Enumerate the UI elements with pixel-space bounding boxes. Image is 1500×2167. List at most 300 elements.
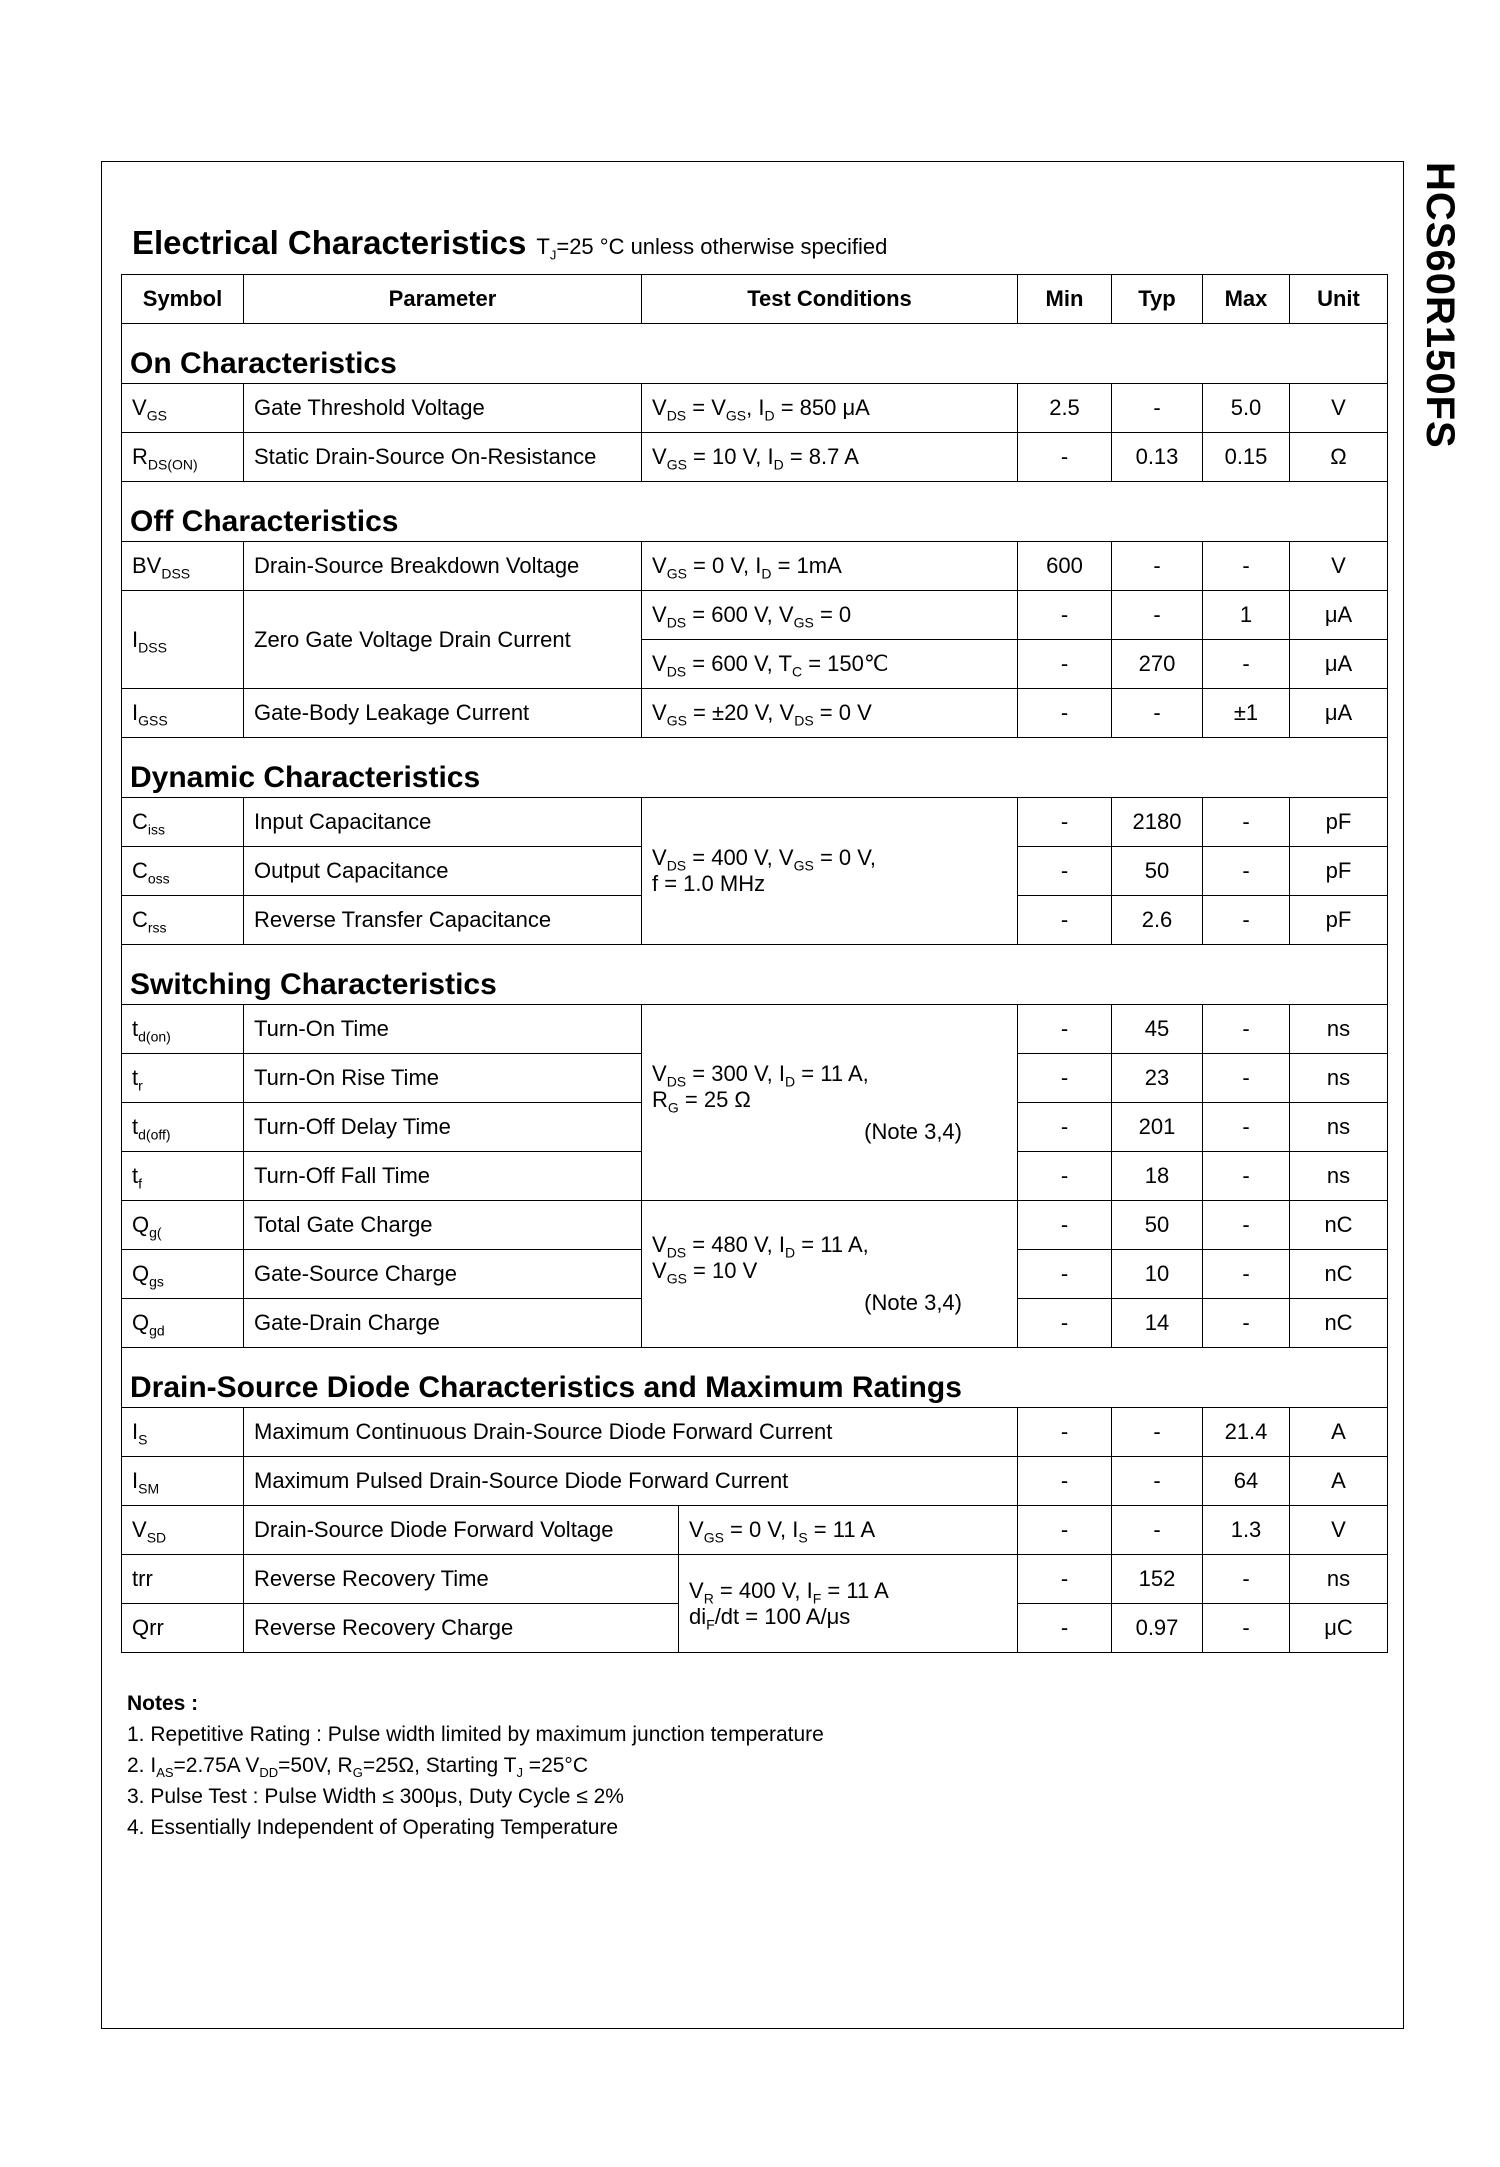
typ-cell: 0.97 — [1112, 1604, 1203, 1653]
subscript: GS — [666, 1270, 687, 1287]
text-segment: = 600 V, V — [686, 602, 794, 627]
max-cell: 0.15 — [1203, 433, 1290, 482]
section-on: On Characteristics — [122, 324, 1388, 384]
parameter-cell: Input Capacitance — [244, 798, 642, 847]
section-row — [122, 324, 1388, 384]
text-segment: = 600 V, T — [686, 651, 792, 676]
section-row — [122, 482, 1388, 542]
max-cell: - — [1203, 798, 1290, 847]
note-1: 1. Repetitive Rating : Pulse width limited by maximum junction temperature — [127, 1723, 824, 1746]
max-cell: - — [1203, 1604, 1290, 1653]
sym-sub: SM — [138, 1480, 160, 1497]
unit-cell: ns — [1290, 1555, 1388, 1604]
sym: I — [132, 700, 139, 725]
text-segment: /dt = 100 A/μs — [714, 1603, 851, 1629]
typ-cell: 201 — [1112, 1103, 1203, 1152]
side-title-text: HCS60R150FS — [1418, 162, 1462, 449]
sym: t — [132, 1065, 139, 1090]
subscript: D — [785, 1244, 796, 1261]
symbol-cell — [122, 433, 244, 482]
cond-line — [652, 1061, 1017, 1087]
max-cell: - — [1203, 847, 1290, 896]
cond-line — [652, 1258, 1017, 1287]
parameter-cell: Maximum Continuous Drain-Source Diode Forward Current — [244, 1408, 1018, 1457]
subscript: G — [352, 1765, 363, 1781]
symbol-cell — [122, 1201, 244, 1250]
min-cell: - — [1018, 896, 1112, 945]
max-cell: - — [1203, 640, 1290, 689]
section-off: Off Characteristics — [122, 482, 1388, 542]
typ-cell: 270 — [1112, 640, 1203, 689]
section-row — [122, 738, 1388, 798]
subscript: DS — [666, 1072, 687, 1089]
typ-cell: - — [1112, 542, 1203, 591]
typ-cell: 50 — [1112, 1201, 1203, 1250]
cond-line — [652, 1087, 1017, 1113]
cond-line — [652, 845, 1017, 874]
subscript: S — [798, 1529, 808, 1546]
unit-cell: nC — [1290, 1250, 1388, 1299]
cond-suffix: =25 °C unless otherwise specified — [556, 234, 888, 259]
symbol-cell — [122, 1103, 244, 1152]
section-switching: Switching Characteristics — [122, 945, 1388, 1005]
text-segment: V — [652, 845, 667, 870]
text-segment: V — [652, 1232, 667, 1257]
text-segment: V — [652, 602, 667, 627]
subscript: J — [516, 1765, 523, 1781]
min-cell: - — [1018, 1250, 1112, 1299]
symbol-cell — [122, 1250, 244, 1299]
sym-sub: DSS — [161, 565, 191, 582]
typ-cell: 50 — [1112, 847, 1203, 896]
text-segment: = 10 V — [686, 1258, 758, 1283]
table-row — [122, 1005, 1388, 1054]
min-cell: - — [1018, 640, 1112, 689]
parameter-cell: Gate Threshold Voltage — [244, 384, 642, 433]
subscript: G — [667, 1098, 679, 1115]
symbol-cell — [122, 1506, 244, 1555]
max-cell: - — [1203, 1250, 1290, 1299]
sym: C — [132, 858, 148, 883]
cond-line — [652, 1232, 1017, 1261]
parameter-cell: Zero Gate Voltage Drain Current — [244, 591, 642, 689]
unit-cell: μA — [1290, 689, 1388, 738]
subscript: DD — [259, 1765, 279, 1781]
cond-note: (Note 3,4) — [864, 1290, 962, 1315]
text-segment: = 0 V, — [813, 845, 877, 870]
subscript: DS — [666, 614, 687, 631]
conditions-cell — [642, 591, 1018, 640]
conditions-cell — [642, 384, 1018, 433]
min-cell: - — [1018, 433, 1112, 482]
subscript: GS — [703, 1529, 724, 1546]
min-cell: - — [1018, 1506, 1112, 1555]
note-4: 4. Essentially Independent of Operating Temperature — [127, 1816, 619, 1839]
unit-cell: V — [1290, 1506, 1388, 1555]
text-segment: = 400 V, I — [713, 1577, 813, 1603]
text-segment: = 400 V, V — [686, 845, 794, 870]
parameter-cell: Total Gate Charge — [244, 1201, 642, 1250]
typ-cell: - — [1112, 689, 1203, 738]
unit-cell: ns — [1290, 1005, 1388, 1054]
unit-cell: ns — [1290, 1103, 1388, 1152]
section-dynamic: Dynamic Characteristics — [122, 738, 1388, 798]
unit-cell: V — [1290, 384, 1388, 433]
text-segment: = 150℃ — [802, 651, 889, 676]
table-row — [122, 798, 1388, 847]
sym-sub: S — [138, 1431, 148, 1448]
symbol-cell — [122, 1457, 244, 1506]
parameter-cell: Drain-Source Breakdown Voltage — [244, 542, 642, 591]
unit-cell: ns — [1290, 1054, 1388, 1103]
text-segment: V — [652, 700, 667, 725]
table-row — [122, 591, 1388, 640]
parameter-cell: Reverse Recovery Charge — [244, 1604, 679, 1653]
subscript: GS — [666, 712, 687, 729]
subscript: DS — [666, 663, 687, 680]
max-cell: - — [1203, 1054, 1290, 1103]
text-segment: = 11 A, — [795, 1060, 869, 1086]
table-row — [122, 1457, 1388, 1506]
subscript: GS — [666, 456, 687, 473]
text-segment: = 11 A — [821, 1577, 889, 1603]
min-cell: - — [1018, 798, 1112, 847]
part-number-side-title — [1418, 162, 1462, 472]
text-segment: = 850 μA — [774, 395, 870, 420]
typ-cell: 23 — [1112, 1054, 1203, 1103]
conditions-cell — [642, 433, 1018, 482]
text-segment: = V — [686, 395, 726, 420]
conditions-cell — [642, 689, 1018, 738]
symbol-cell — [122, 542, 244, 591]
text-segment: = 8.7 A — [783, 444, 859, 469]
max-cell: 1 — [1203, 591, 1290, 640]
cond-line: f = 1.0 MHz — [652, 871, 766, 896]
notes-block — [127, 1688, 824, 1843]
min-cell: 2.5 — [1018, 384, 1112, 433]
symbol-cell — [122, 1054, 244, 1103]
conditions-cell — [642, 1201, 1018, 1348]
unit-cell: pF — [1290, 896, 1388, 945]
sym-sub: f — [138, 1175, 143, 1192]
text-segment: V — [652, 444, 667, 469]
conditions-cell — [642, 640, 1018, 689]
sym: R — [132, 444, 148, 469]
symbol-cell — [122, 689, 244, 738]
typ-cell: 0.13 — [1112, 433, 1203, 482]
text-segment: =25°C — [522, 1754, 588, 1777]
sym: t — [132, 1114, 139, 1139]
col-min: Min — [1018, 275, 1112, 324]
unit-cell: μA — [1290, 591, 1388, 640]
sym-sub: r — [138, 1077, 143, 1094]
typ-cell: - — [1112, 1506, 1203, 1555]
symbol-cell — [122, 591, 244, 689]
parameter-cell: Gate-Source Charge — [244, 1250, 642, 1299]
cond-line — [689, 1578, 1017, 1604]
text-segment: = 10 V, I — [686, 444, 774, 469]
unit-cell: Ω — [1290, 433, 1388, 482]
col-typ: Typ — [1112, 275, 1203, 324]
text-segment: V — [652, 395, 667, 420]
parameter-cell: Reverse Transfer Capacitance — [244, 896, 642, 945]
typ-cell: - — [1112, 591, 1203, 640]
sym: I — [132, 626, 139, 652]
max-cell: 5.0 — [1203, 384, 1290, 433]
typ-cell: 18 — [1112, 1152, 1203, 1201]
note-2 — [127, 1750, 824, 1781]
sym: C — [132, 809, 148, 834]
table-row — [122, 433, 1388, 482]
symbol-cell — [122, 384, 244, 433]
min-cell: - — [1018, 1201, 1112, 1250]
heading-condition — [536, 234, 888, 263]
text-segment: =2.75A V — [173, 1754, 260, 1777]
parameter-cell: Gate-Drain Charge — [244, 1299, 642, 1348]
sym: C — [132, 907, 148, 932]
sym: BV — [132, 553, 162, 578]
text-segment: = 0 V, I — [723, 1517, 799, 1542]
subscript: DS — [666, 1244, 687, 1261]
symbol-cell: trr — [122, 1555, 244, 1604]
subscript: F — [706, 1615, 715, 1632]
sym: Q — [132, 1212, 150, 1237]
symbol-cell — [122, 798, 244, 847]
parameter-cell: Turn-Off Delay Time — [244, 1103, 642, 1152]
parameter-cell: Maximum Pulsed Drain-Source Diode Forward Current — [244, 1457, 1018, 1506]
text-segment: R — [652, 1086, 668, 1112]
symbol-cell — [122, 1152, 244, 1201]
text-segment: = ±20 V, V — [686, 700, 795, 725]
conditions-cell — [642, 1005, 1018, 1201]
unit-cell: μC — [1290, 1604, 1388, 1653]
typ-cell: - — [1112, 384, 1203, 433]
text-segment: V — [652, 1258, 667, 1283]
min-cell: - — [1018, 1152, 1112, 1201]
typ-cell: - — [1112, 1457, 1203, 1506]
cond-line — [689, 1604, 1017, 1630]
symbol-cell — [122, 1299, 244, 1348]
min-cell: 600 — [1018, 542, 1112, 591]
symbol-cell — [122, 1408, 244, 1457]
sym-sub: GS — [146, 407, 167, 424]
sym: I — [132, 1468, 139, 1493]
parameter-cell: Turn-Off Fall Time — [244, 1152, 642, 1201]
sym: V — [132, 395, 147, 420]
sym: Q — [132, 1310, 150, 1335]
text-segment: di — [689, 1603, 707, 1629]
unit-cell: A — [1290, 1457, 1388, 1506]
note-3: 3. Pulse Test : Pulse Width ≤ 300μs, Duty Cycle ≤ 2% — [127, 1785, 624, 1808]
subscript: GS — [725, 407, 747, 424]
sym-sub: rss — [147, 919, 167, 936]
text-segment: , I — [746, 395, 765, 420]
sym-sub: GSS — [138, 712, 168, 729]
text-segment: =25Ω, Starting T — [362, 1754, 517, 1777]
subscript: D — [785, 1072, 796, 1089]
max-cell: - — [1203, 542, 1290, 591]
max-cell: ±1 — [1203, 689, 1290, 738]
section-row — [122, 945, 1388, 1005]
sym: t — [132, 1163, 139, 1188]
typ-cell: 2180 — [1112, 798, 1203, 847]
text-segment: =50V, R — [278, 1754, 353, 1777]
col-test-conditions: Test Conditions — [642, 275, 1018, 324]
sym-sub: oss — [147, 870, 170, 887]
unit-cell: nC — [1290, 1299, 1388, 1348]
typ-cell: 14 — [1112, 1299, 1203, 1348]
header-row — [122, 275, 1388, 324]
table-row — [122, 542, 1388, 591]
sym-sub: g( — [149, 1224, 162, 1241]
max-cell: - — [1203, 1299, 1290, 1348]
max-cell: - — [1203, 1005, 1290, 1054]
notes-title: Notes : — [127, 1692, 199, 1715]
sym-sub: d(on) — [138, 1028, 171, 1045]
unit-cell: pF — [1290, 847, 1388, 896]
text-segment: V — [689, 1577, 704, 1603]
col-max: Max — [1203, 275, 1290, 324]
symbol-cell — [122, 1005, 244, 1054]
text-segment: = 11 A, — [795, 1232, 869, 1257]
typ-cell: 2.6 — [1112, 896, 1203, 945]
subscript: D — [773, 456, 784, 473]
subscript: GS — [666, 565, 687, 582]
symbol-cell — [122, 896, 244, 945]
min-cell: - — [1018, 1299, 1112, 1348]
parameter-cell: Output Capacitance — [244, 847, 642, 896]
conditions-cell — [642, 798, 1018, 945]
section-diode: Drain-Source Diode Characteristics and Maximum Ratings — [122, 1348, 1388, 1408]
sym-sub: DSS — [138, 638, 167, 655]
parameter-cell: Drain-Source Diode Forward Voltage — [244, 1506, 679, 1555]
table-row — [122, 1408, 1388, 1457]
text-segment: 2. I — [127, 1754, 157, 1777]
min-cell: - — [1018, 1555, 1112, 1604]
text-segment: = 0 — [813, 602, 852, 627]
subscript: GS — [793, 614, 814, 631]
min-cell: - — [1018, 1457, 1112, 1506]
text-segment: V — [689, 1517, 704, 1542]
conditions-cell — [642, 542, 1018, 591]
heading-title: Electrical Characteristics — [132, 224, 527, 261]
conditions-cell — [679, 1506, 1018, 1555]
parameter-cell: Turn-On Rise Time — [244, 1054, 642, 1103]
max-cell: 64 — [1203, 1457, 1290, 1506]
parameter-cell: Static Drain-Source On-Resistance — [244, 433, 642, 482]
col-symbol: Symbol — [122, 275, 244, 324]
col-unit: Unit — [1290, 275, 1388, 324]
text-segment: = 11 A — [807, 1517, 876, 1542]
typ-cell: 10 — [1112, 1250, 1203, 1299]
max-cell: 21.4 — [1203, 1408, 1290, 1457]
subscript: C — [791, 663, 803, 680]
max-cell: 1.3 — [1203, 1506, 1290, 1555]
symbol-cell — [122, 847, 244, 896]
symbol-cell: Qrr — [122, 1604, 244, 1653]
text-segment: V — [652, 651, 667, 676]
min-cell: - — [1018, 1054, 1112, 1103]
subscript: F — [812, 1589, 822, 1606]
text-segment: = 0 V — [813, 700, 872, 725]
subscript: AS — [156, 1765, 174, 1781]
table-row — [122, 1555, 1388, 1604]
min-cell: - — [1018, 1103, 1112, 1152]
sym: I — [132, 1419, 139, 1444]
cond-sub: J — [549, 247, 557, 263]
page-heading — [132, 224, 887, 262]
sym-sub: iss — [147, 821, 166, 838]
text-segment: V — [652, 553, 667, 578]
min-cell: - — [1018, 689, 1112, 738]
parameter-cell: Turn-On Time — [244, 1005, 642, 1054]
max-cell: - — [1203, 1103, 1290, 1152]
subscript: DS — [666, 857, 687, 874]
cond-note: (Note 3,4) — [864, 1118, 962, 1144]
text-segment: = 0 V, I — [686, 553, 762, 578]
unit-cell: A — [1290, 1408, 1388, 1457]
min-cell: - — [1018, 1005, 1112, 1054]
min-cell: - — [1018, 591, 1112, 640]
max-cell: - — [1203, 1555, 1290, 1604]
cond-prefix: T — [536, 234, 550, 259]
section-row — [122, 1348, 1388, 1408]
sym-sub: DS(ON) — [147, 456, 198, 473]
table-row — [122, 1506, 1388, 1555]
subscript: GS — [793, 857, 814, 874]
unit-cell: ns — [1290, 1152, 1388, 1201]
table-row — [122, 1201, 1388, 1250]
text-segment: = 25 Ω — [678, 1086, 751, 1112]
parameter-cell: Reverse Recovery Time — [244, 1555, 679, 1604]
text-segment: = 300 V, I — [686, 1060, 786, 1086]
unit-cell: V — [1290, 542, 1388, 591]
unit-cell: μA — [1290, 640, 1388, 689]
max-cell: - — [1203, 896, 1290, 945]
col-parameter: Parameter — [244, 275, 642, 324]
typ-cell: - — [1112, 1408, 1203, 1457]
text-segment: = 1mA — [771, 553, 842, 578]
text-segment: = 480 V, I — [686, 1232, 786, 1257]
subscript: D — [761, 565, 772, 582]
subscript: DS — [666, 407, 687, 424]
typ-cell: 45 — [1112, 1005, 1203, 1054]
sym-sub: d(off) — [138, 1126, 171, 1143]
sym: t — [132, 1016, 139, 1041]
unit-cell: pF — [1290, 798, 1388, 847]
min-cell: - — [1018, 1408, 1112, 1457]
sym: Q — [132, 1261, 150, 1286]
conditions-cell — [679, 1555, 1018, 1653]
sym-sub: gd — [149, 1322, 165, 1339]
max-cell: - — [1203, 1201, 1290, 1250]
min-cell: - — [1018, 847, 1112, 896]
subscript: DS — [794, 712, 814, 729]
sym: V — [132, 1517, 147, 1542]
table-row — [122, 384, 1388, 433]
subscript: D — [764, 407, 775, 424]
sym-sub: SD — [146, 1529, 167, 1546]
electrical-characteristics-table — [121, 274, 1388, 1653]
parameter-cell: Gate-Body Leakage Current — [244, 689, 642, 738]
unit-cell: nC — [1290, 1201, 1388, 1250]
table-row — [122, 689, 1388, 738]
text-segment: V — [652, 1060, 667, 1086]
typ-cell: 152 — [1112, 1555, 1203, 1604]
subscript: R — [703, 1589, 714, 1606]
sym-sub: gs — [149, 1273, 164, 1290]
max-cell: - — [1203, 1152, 1290, 1201]
